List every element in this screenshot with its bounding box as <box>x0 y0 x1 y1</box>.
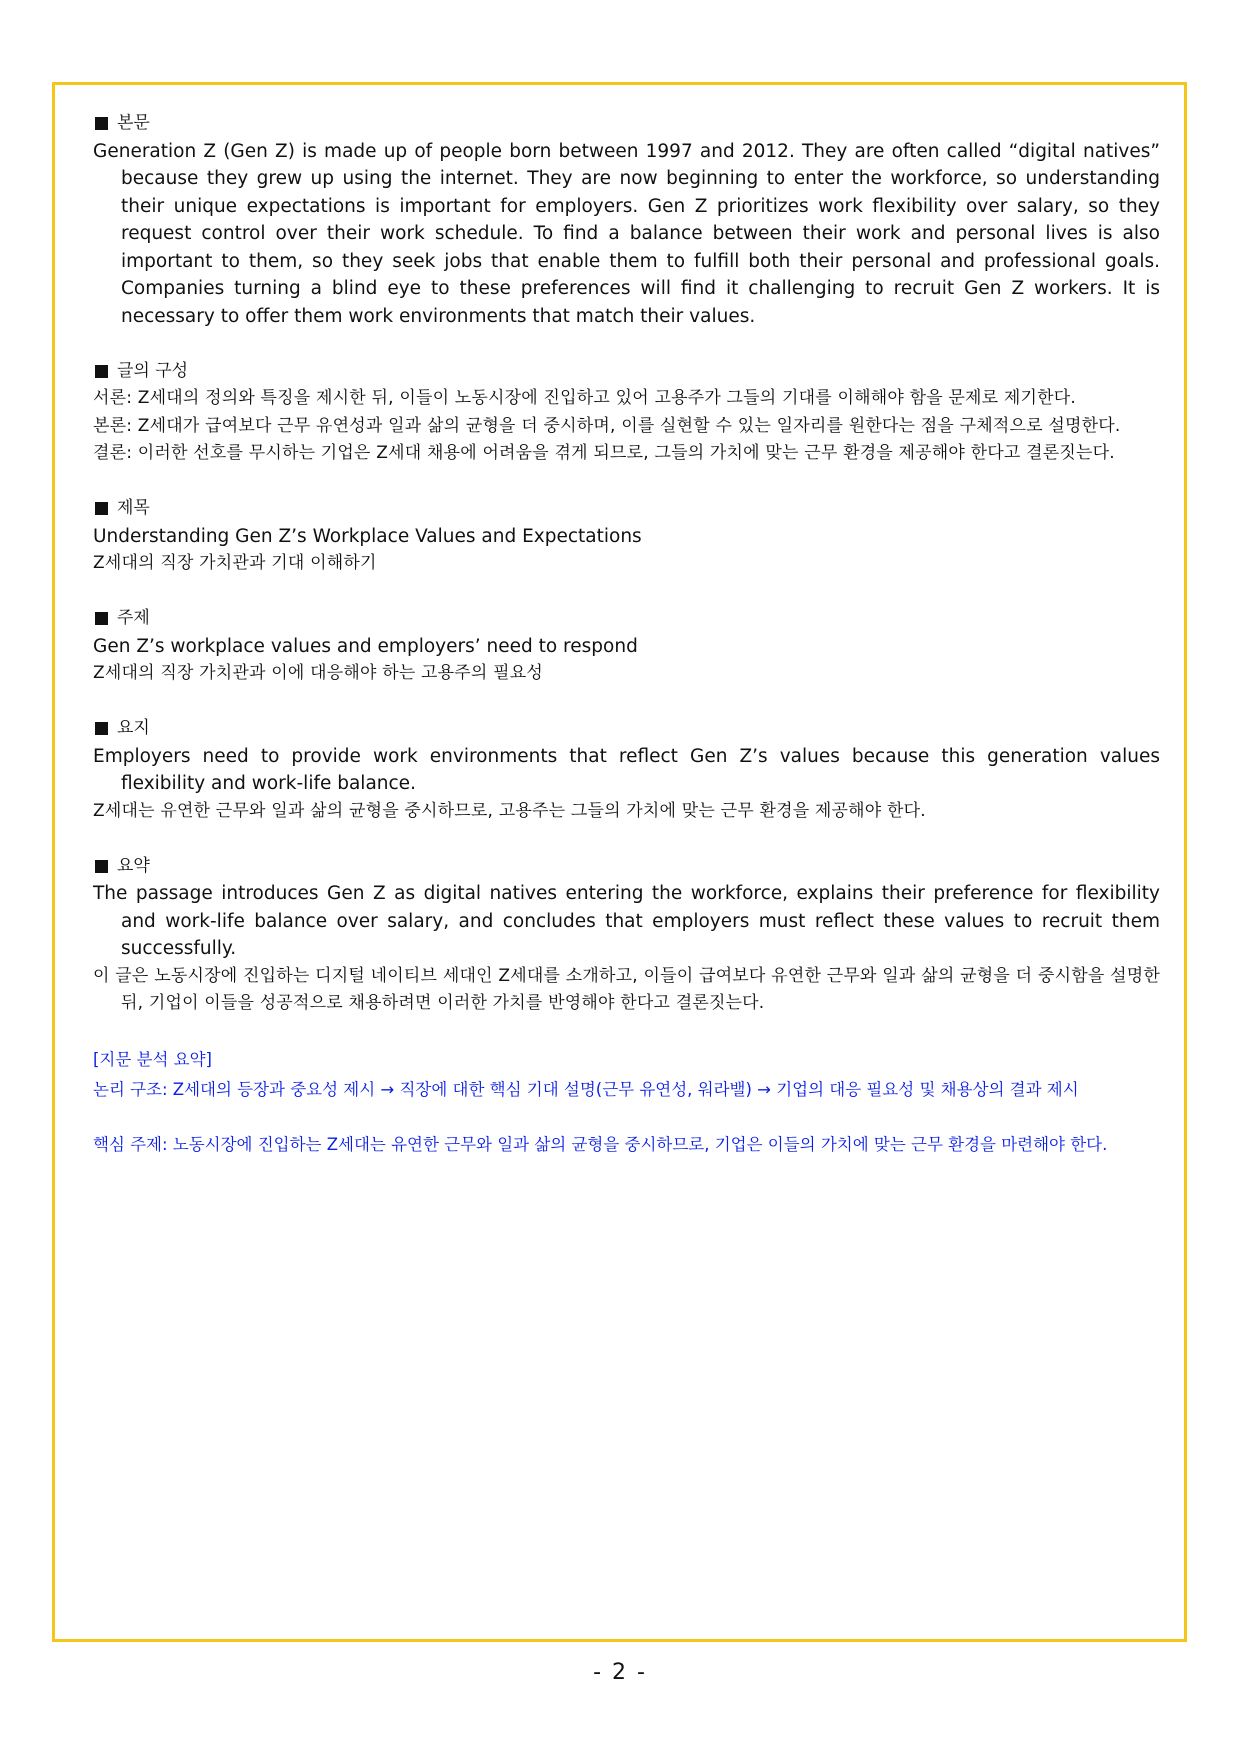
topic-section <box>93 605 1160 688</box>
summary-section <box>93 853 1160 1018</box>
analysis-summary <box>93 1045 1160 1160</box>
title-en: Understanding Gen Z’s Workplace Values and Expectations <box>93 525 642 547</box>
title-ko: Z세대의 직장 가치관과 기대 이해하기 <box>93 553 377 573</box>
core-theme: 핵심 주제: 노동시장에 진입하는 Z세대는 유연한 근무와 일과 삶의 균형을 중시하므로, 기업은 이들의 가치에 맞는 근무 환경을 마련해야 한다. <box>93 1135 1108 1154</box>
square-bullet-icon <box>95 722 108 735</box>
structure-intro: 서론: Z세대의 정의와 특징을 제시한 뒤, 이들이 노동시장에 진입하고 있어 고용주가 그들의 기대를 이해해야 함을 문제로 제기한다. <box>93 388 1076 408</box>
section-heading: 제목 <box>93 495 1160 523</box>
summary-ko: 이 글은 노동시장에 진입하는 디지털 네이티브 세대인 Z세대를 소개하고, 이들이 급여보다 유연한 근무와 일과 삶의 균형을 더 중시함을 설명한 뒤, 기업이 이들을 성공적으로 채용하려면 이러한 가치를 반영해야 한다고 결론짓는다. <box>93 965 1160 1013</box>
square-bullet-icon <box>95 502 108 515</box>
square-bullet-icon <box>95 612 108 625</box>
gist-en: Employers need to provide work environments that reflect Gen Z’s values because this generation values flexibility and work-life balance. <box>93 745 1160 794</box>
topic-ko: Z세대의 직장 가치관과 이에 대응해야 하는 고용주의 필요성 <box>93 663 543 683</box>
analysis-label: [지문 분석 요약] <box>93 1050 212 1069</box>
section-heading: 글의 구성 <box>93 358 1160 386</box>
passage-text: Generation Z (Gen Z) is made up of people born between 1997 and 2012. They are often called “digital natives” because they grew up using the internet. They are now beginning to enter the workforce, so understanding their unique expectations is important for employers. Gen Z prioritizes work flexibility over salary, so they request control over their work schedule. To find a balance between their work and personal lives is also important to them, so they seek jobs that enable them to fulfill both their personal and professional goals. Companies turning a blind eye to these preferences will find it challenging to recruit Gen Z workers. It is necessary to offer them work environments that match their values. <box>93 140 1160 327</box>
gist-ko: Z세대는 유연한 근무와 일과 삶의 균형을 중시하므로, 고용주는 그들의 가치에 맞는 근무 환경을 제공해야 한다. <box>93 800 926 821</box>
page-number: - 2 - <box>593 1660 647 1685</box>
section-heading: 요지 <box>93 715 1160 743</box>
gist-section <box>93 715 1160 825</box>
body-section <box>93 110 1160 330</box>
structure-main: 본론: Z세대가 급여보다 근무 유연성과 일과 삶의 균형을 더 중시하며, 이를 실현할 수 있는 일자리를 원한다는 점을 구체적으로 설명한다. <box>93 415 1121 436</box>
square-bullet-icon <box>95 860 108 873</box>
square-bullet-icon <box>95 365 108 378</box>
structure-conclusion: 결론: 이러한 선호를 무시하는 기업은 Z세대 채용에 어려움을 겪게 되므로, 그들의 가치에 맞는 근무 환경을 제공해야 한다고 결론짓는다. <box>93 443 1115 463</box>
section-heading: 본문 <box>93 110 1160 138</box>
topic-en: Gen Z’s workplace values and employers’ need to respond <box>93 635 638 657</box>
summary-en: The passage introduces Gen Z as digital natives entering the workforce, explains their preference for flexibility and work-life balance over salary, and concludes that employers must reflect these values to recruit them successfully. <box>93 883 1160 959</box>
logic-structure: 논리 구조: Z세대의 등장과 중요성 제시 → 직장에 대한 핵심 기대 설명(근무 유연성, 워라밸) → 기업의 대응 필요성 및 채용상의 결과 제시 <box>93 1080 1079 1099</box>
structure-section <box>93 358 1160 468</box>
square-bullet-icon <box>95 117 108 130</box>
title-section <box>93 495 1160 578</box>
document-content <box>93 110 1160 1160</box>
section-heading: 주제 <box>93 605 1160 633</box>
section-heading: 요약 <box>93 853 1160 881</box>
